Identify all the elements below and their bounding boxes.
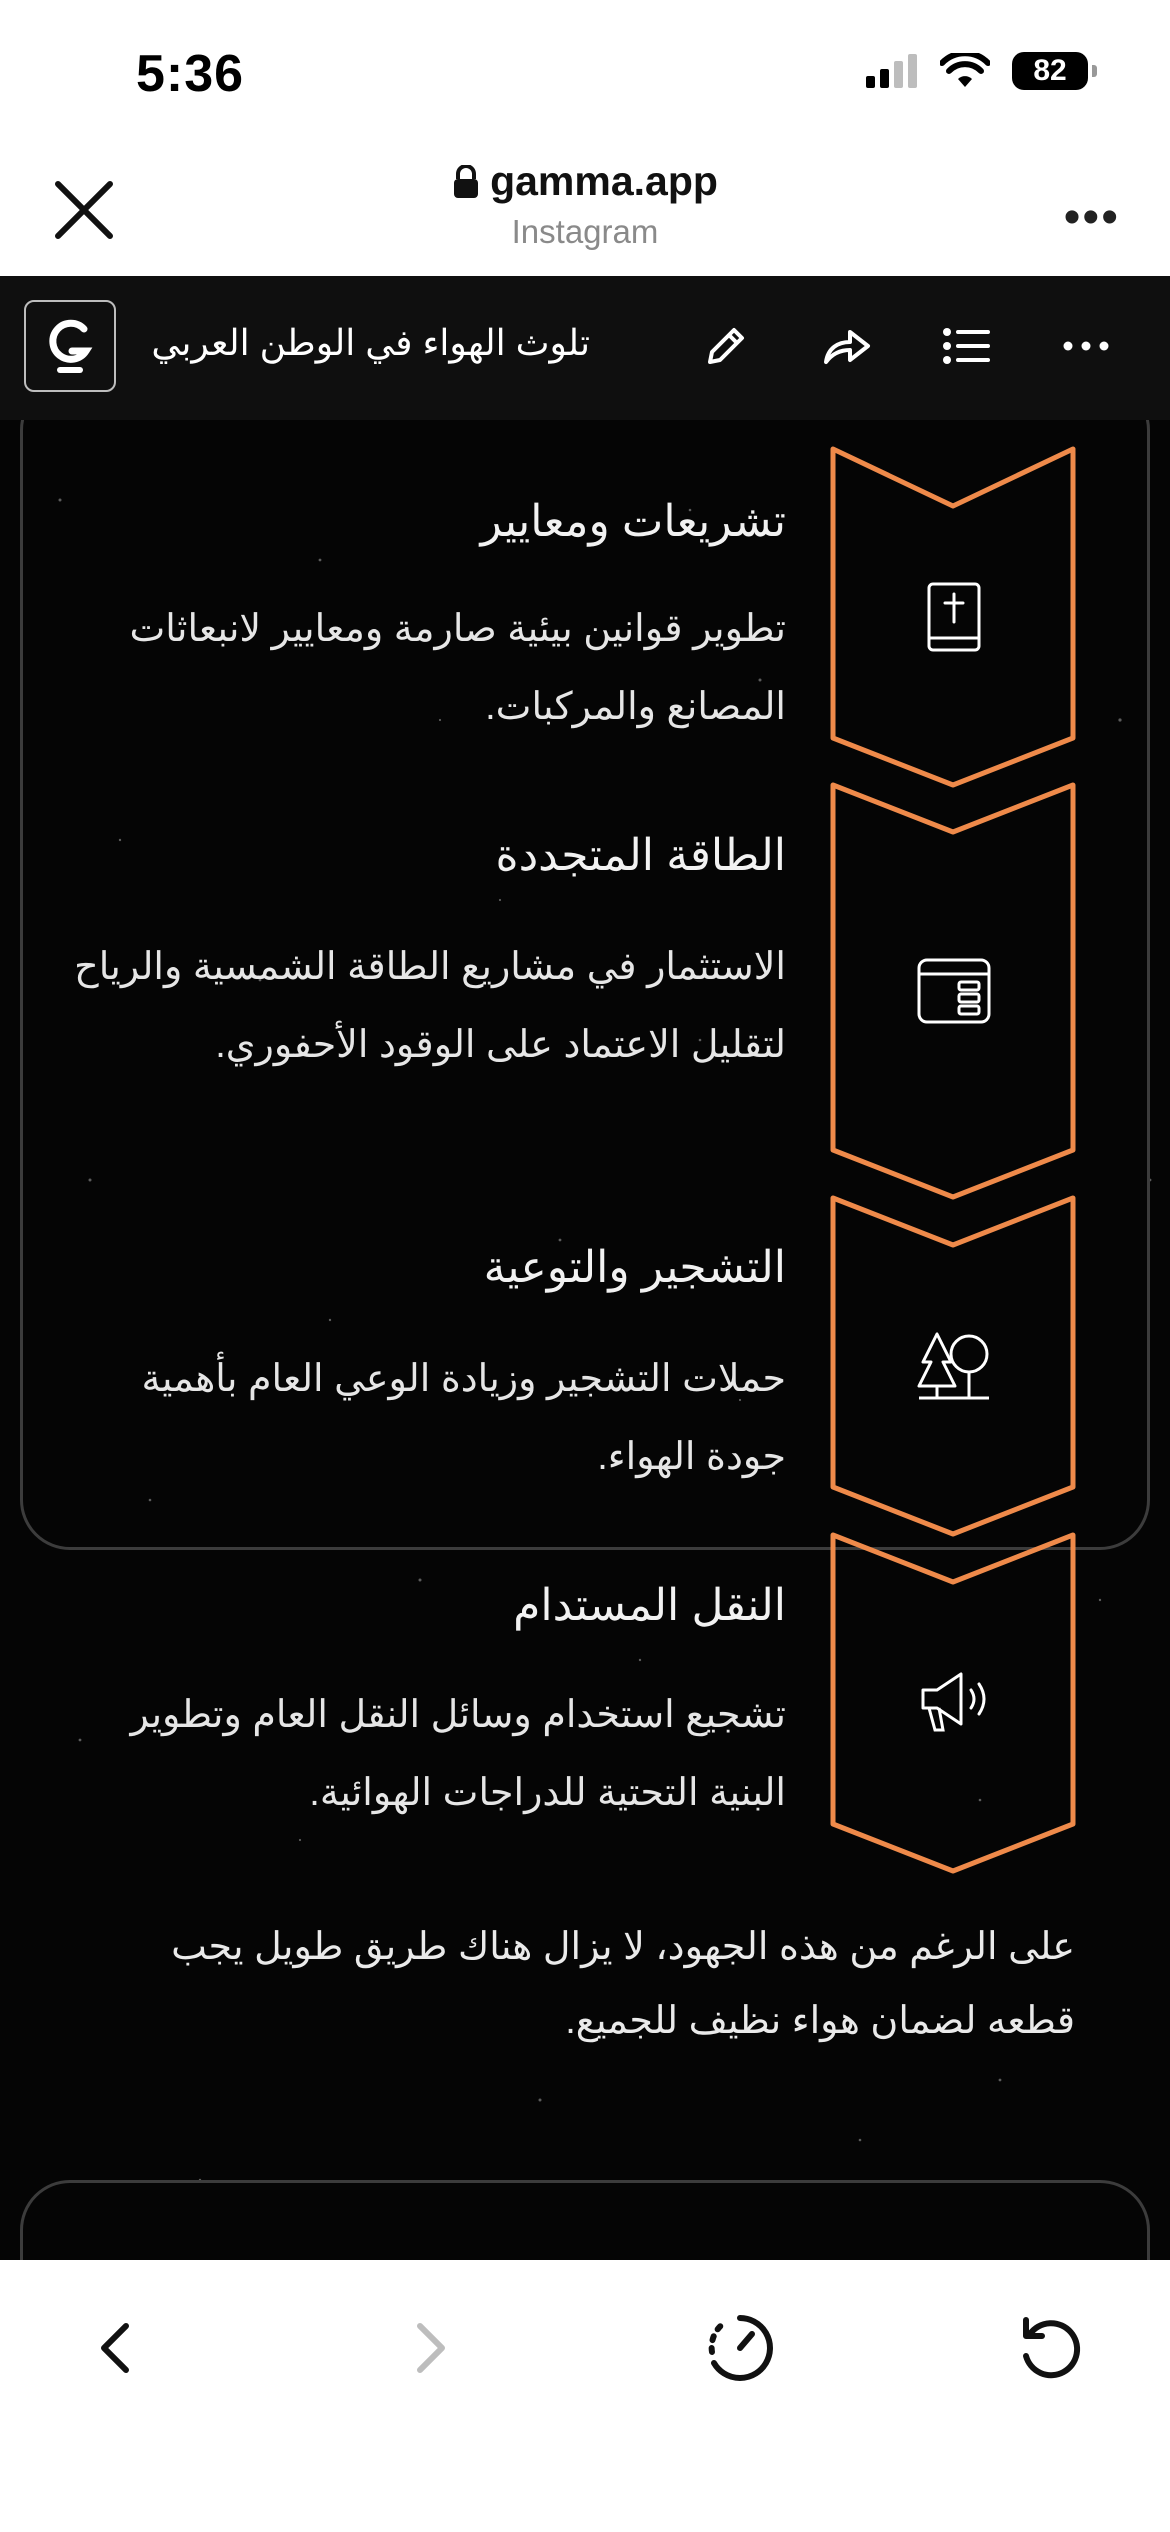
lock-icon bbox=[452, 165, 480, 199]
item-desc-transport: تشجيع استخدام وسائل النقل العام وتطوير البنية التحتية للدراجات الهوائية. bbox=[130, 1694, 786, 1814]
signal-icon bbox=[866, 54, 918, 88]
item-title-legislation: تشريعات ومعايير bbox=[480, 497, 786, 546]
megaphone-icon bbox=[915, 1662, 993, 1740]
more-options-icon[interactable]: ••• bbox=[1063, 191, 1120, 244]
book-cross-icon bbox=[915, 578, 993, 656]
status-indicators bbox=[866, 52, 1088, 90]
browser-bottom-bar bbox=[0, 2260, 1170, 2532]
back-arrow-icon[interactable] bbox=[80, 2312, 152, 2384]
presentation-canvas bbox=[0, 420, 1170, 2260]
item-desc-legislation: تطوير قوانين بيئية صارمة ومعايير لانبعاثات المصانع والمركبات. bbox=[129, 608, 786, 728]
share-icon[interactable] bbox=[818, 318, 874, 374]
edit-pencil-icon[interactable] bbox=[698, 318, 754, 374]
speed-gauge-icon[interactable] bbox=[704, 2312, 776, 2384]
url-bar[interactable] bbox=[452, 158, 718, 205]
item-title-afforestation: التشجير والتوعية bbox=[483, 1243, 786, 1292]
item-title-transport: النقل المستدام bbox=[513, 1581, 786, 1630]
gamma-logo[interactable] bbox=[24, 300, 116, 392]
gamma-logo-icon bbox=[44, 315, 96, 377]
status-bar bbox=[0, 0, 1170, 150]
app-toolbar bbox=[0, 276, 1170, 420]
browser-header bbox=[0, 150, 1170, 276]
more-menu-icon[interactable] bbox=[1058, 318, 1114, 374]
status-time: 5:36 bbox=[136, 45, 245, 103]
closing-paragraph: على الرغم من هذه الجهود، لا يزال هناك طريق طويل يجب قطعه لضمان هواء نظيف للجميع. bbox=[171, 1926, 1075, 2042]
item-desc-renewable: الاستثمار في مشاريع الطاقة الشمسية والرياح لتقليل الاعتماد على الوقود الأحفوري. bbox=[74, 946, 786, 1066]
forward-arrow-icon[interactable] bbox=[394, 2312, 466, 2384]
reload-icon[interactable] bbox=[1014, 2312, 1086, 2384]
address-area[interactable] bbox=[0, 158, 1170, 251]
dashboard-icon bbox=[915, 952, 993, 1030]
url-domain: gamma.app bbox=[490, 158, 718, 204]
trees-icon bbox=[915, 1326, 993, 1404]
document-title: تلوث الهواء في الوطن العربي bbox=[151, 322, 590, 363]
item-desc-afforestation: حملات التشجير وزيادة الوعي العام بأهمية جودة الهواء. bbox=[141, 1358, 786, 1478]
outline-list-icon[interactable] bbox=[938, 318, 994, 374]
battery-indicator: 82 bbox=[1012, 52, 1088, 90]
next-card bbox=[20, 2180, 1150, 2260]
item-title-renewable: الطاقة المتجددة bbox=[495, 831, 786, 880]
url-source: Instagram bbox=[511, 213, 659, 250]
wifi-icon bbox=[940, 53, 990, 89]
